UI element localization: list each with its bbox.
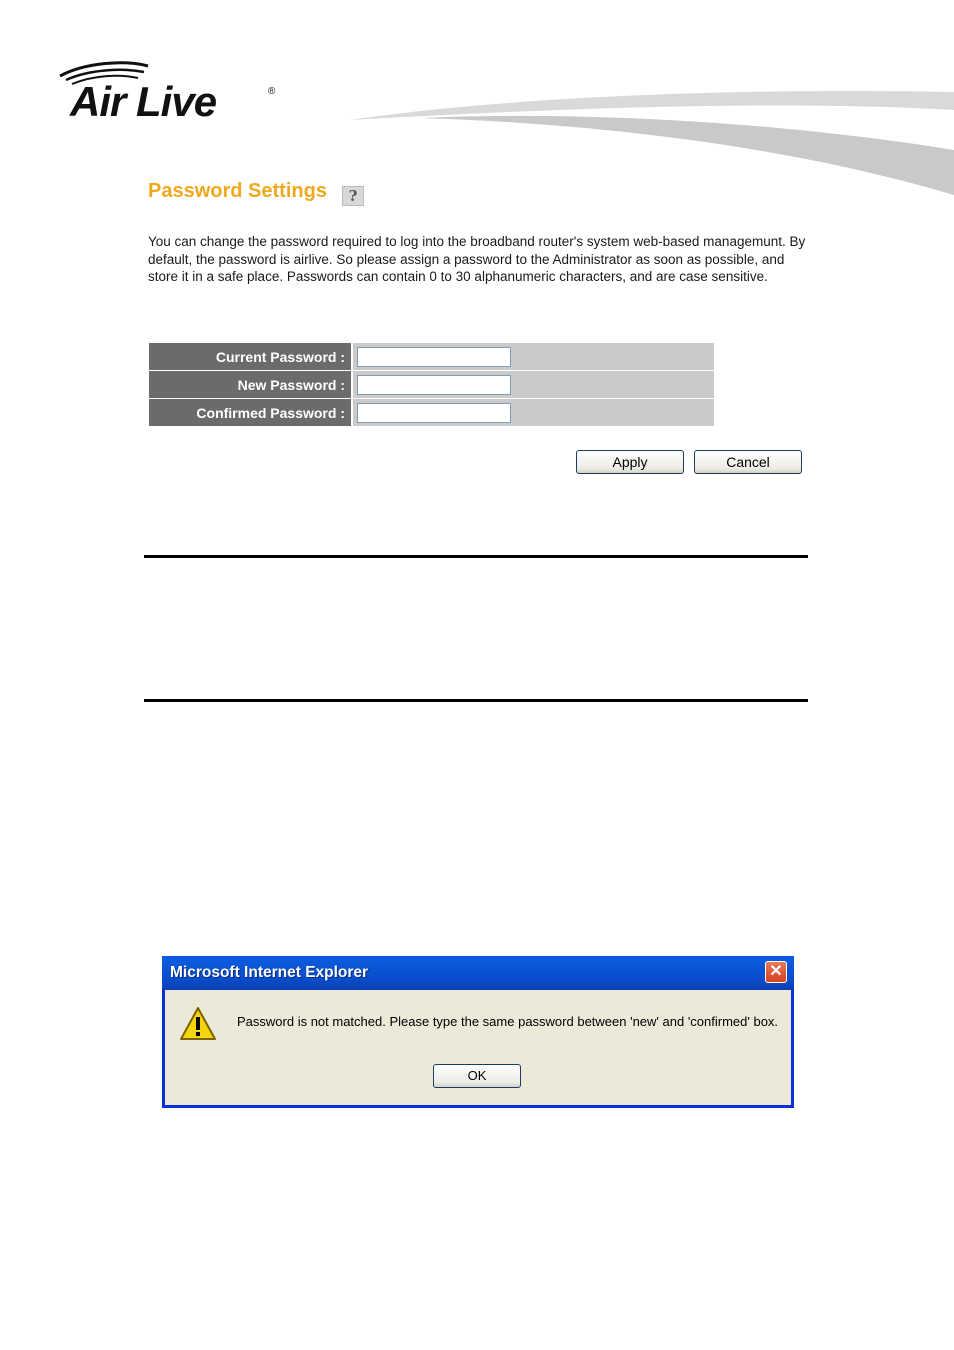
section-divider-bottom <box>144 699 808 702</box>
current-password-row <box>149 343 714 371</box>
cancel-button[interactable]: Cancel <box>694 450 802 474</box>
ok-button[interactable]: OK <box>433 1064 521 1088</box>
dialog-titlebar[interactable] <box>162 956 794 990</box>
page-description: You can change the password required to log into the broadband router's system web-based managemunt. By default, the password is airlive. So please assign a password to the Administrator as soon as possible, and store it in a safe place. Passwords can contain 0 to 30 alphanumeric characters, and are case sensitive. <box>148 234 806 284</box>
apply-button[interactable]: Apply <box>576 450 684 474</box>
alert-dialog <box>162 956 794 1108</box>
help-icon[interactable]: ? <box>342 186 364 206</box>
warning-icon <box>179 1006 217 1042</box>
confirmed-password-label: Confirmed Password : <box>149 399 353 427</box>
current-password-input[interactable] <box>357 347 511 367</box>
new-password-row <box>149 371 714 399</box>
confirmed-password-input[interactable] <box>357 403 511 423</box>
password-form <box>149 343 714 427</box>
confirmed-password-row <box>149 399 714 427</box>
new-password-label: New Password : <box>149 371 353 399</box>
logo-text: Air Live <box>70 78 217 125</box>
dialog-title: Microsoft Internet Explorer <box>170 964 369 981</box>
logo-registered-mark: ® <box>268 86 276 97</box>
close-icon[interactable]: ✕ <box>765 961 787 983</box>
dialog-message: Password is not matched. Please type the same password between 'new' and 'confirmed' box. <box>237 1014 779 1029</box>
current-password-label: Current Password : <box>149 343 353 371</box>
page-title: Password Settings <box>148 180 327 202</box>
new-password-input[interactable] <box>357 375 511 395</box>
section-divider-top <box>144 555 808 558</box>
